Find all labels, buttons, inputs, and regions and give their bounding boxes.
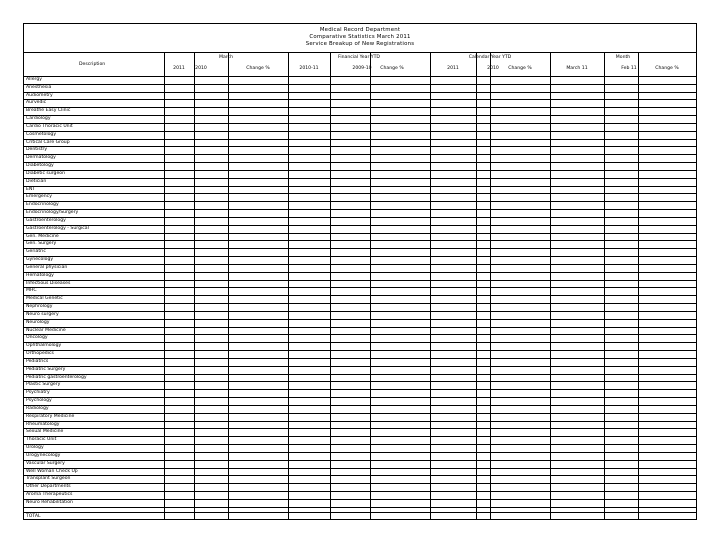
report-title: Medical Record Department	[319, 27, 401, 33]
subcolumn-header: Change %	[508, 66, 532, 71]
row-rule	[24, 303, 696, 304]
row-label: Neuro surgery	[26, 311, 59, 317]
row-label: Pediatric gastroenterology	[26, 374, 87, 380]
row-label: Gynecology	[26, 257, 54, 263]
subcolumn-header: Change %	[655, 66, 679, 71]
description-header: Description	[79, 62, 106, 67]
row-label: Transplant Surgeon	[26, 476, 71, 482]
row-rule	[24, 374, 696, 375]
row-label: Radiology	[26, 405, 49, 411]
row-rule	[24, 225, 696, 226]
row-label: Hematology	[26, 272, 54, 278]
row-rule	[24, 92, 696, 93]
row-label: Diabetology	[26, 163, 54, 169]
total-label: TOTAL	[26, 514, 41, 519]
row-label: Neurology	[26, 319, 50, 325]
subcolumn-header: 2010	[487, 66, 499, 71]
row-label: Dentistry	[26, 147, 48, 153]
row-rule	[24, 193, 696, 194]
row-rule	[24, 311, 696, 312]
row-rule	[24, 468, 696, 469]
row-rule	[24, 397, 696, 398]
row-rule	[24, 272, 696, 273]
row-label: Urogynecology	[26, 452, 61, 458]
row-rule	[24, 389, 696, 390]
row-label: Ophthalmology	[26, 343, 62, 349]
row-label: Urology	[26, 445, 44, 450]
row-label: Gen. Medicine	[26, 233, 59, 239]
row-label: Psychology	[26, 398, 52, 404]
row-rule	[24, 123, 696, 124]
row-label: Vascular Surgery	[26, 460, 65, 466]
row-label: Nuclear Medicine	[26, 327, 66, 333]
row-label: Audiometry	[26, 92, 53, 98]
row-label: Respiratory Medicine	[26, 413, 75, 419]
row-label: Endocrinology	[26, 202, 59, 208]
row-rule	[24, 295, 696, 296]
row-rule	[24, 366, 696, 367]
header-top-rule	[24, 52, 696, 53]
row-label: Medical Genetic	[26, 296, 63, 302]
row-label: Anesthesia	[26, 84, 52, 90]
column-group-header: Month	[615, 55, 631, 60]
row-label: Allergy	[26, 77, 42, 82]
total-top-rule	[24, 512, 696, 513]
header-bottom-rule	[24, 76, 696, 77]
row-rule	[24, 452, 696, 453]
row-rule	[24, 201, 696, 202]
row-rule	[24, 475, 696, 476]
row-label: Cardiology	[26, 116, 51, 122]
row-rule	[24, 413, 696, 414]
row-label: Nephrology	[26, 304, 53, 310]
row-label: Psychiatry	[26, 390, 50, 396]
row-label: Dermatology	[26, 155, 56, 161]
column-group-header: Calendar Year YTD	[468, 55, 512, 60]
row-label: MHC	[26, 288, 37, 294]
subcolumn-header: Feb 11	[621, 66, 637, 71]
report-title-block	[24, 24, 696, 52]
row-label: Diabetic surgeon	[26, 170, 66, 176]
row-rule	[24, 233, 696, 234]
row-label: Oncology	[26, 335, 48, 341]
row-rule	[24, 209, 696, 210]
report-subtitle: Comparative Statistics March 2011	[309, 34, 411, 40]
row-rule	[24, 436, 696, 437]
row-rule	[24, 99, 696, 100]
row-rule	[24, 319, 696, 320]
subcolumn-header: Change %	[246, 66, 270, 71]
row-rule	[24, 405, 696, 406]
row-label: Neuro Rehabilitation	[26, 499, 73, 505]
row-rule	[24, 381, 696, 382]
row-label: Infectious Diseases	[26, 280, 71, 286]
row-label: Dietician	[26, 178, 47, 184]
subcolumn-header: March 11	[566, 66, 588, 71]
row-label: Gastroenterology - Surgical	[26, 225, 89, 231]
row-rule	[24, 115, 696, 116]
row-label: Cardio Thoracic Unit	[26, 123, 73, 129]
subcolumn-header: 2011	[173, 66, 185, 71]
row-rule	[24, 507, 696, 508]
row-label: Geriatric	[26, 249, 46, 255]
row-rule	[24, 264, 696, 265]
row-label: Cosmetology	[26, 131, 57, 137]
row-rule	[24, 483, 696, 484]
row-rule	[24, 146, 696, 147]
row-rule	[24, 107, 696, 108]
row-rule	[24, 499, 696, 500]
row-rule	[24, 139, 696, 140]
row-label: Thoracic Unit	[26, 437, 57, 443]
row-label: Pediatric Surgery	[26, 366, 66, 372]
row-rule	[24, 131, 696, 132]
row-rule	[24, 162, 696, 163]
subcolumn-header: 2010-11	[299, 66, 319, 71]
row-label: General physician	[26, 264, 68, 270]
row-label: Plastic Surgery	[26, 382, 61, 388]
row-rule	[24, 154, 696, 155]
row-rule	[24, 327, 696, 328]
row-rule	[24, 186, 696, 187]
column-group-header: March	[218, 55, 233, 60]
row-label: ENT	[26, 186, 36, 192]
row-label: Well Woman Check Up	[26, 468, 78, 474]
row-rule	[24, 170, 696, 171]
row-label: Aroma Therapeutics	[26, 491, 73, 497]
row-label: Critical Care Group	[26, 139, 70, 145]
row-label: Endocrinology/Surgery	[26, 210, 79, 216]
subcolumn-header: Change %	[380, 66, 404, 71]
row-rule	[24, 428, 696, 429]
row-rule	[24, 460, 696, 461]
row-label: Aurvedic	[26, 100, 47, 106]
row-rule	[24, 280, 696, 281]
row-rule	[24, 350, 696, 351]
subcolumn-header: 2009-10	[352, 66, 372, 71]
row-label: Emergency	[26, 194, 52, 200]
report-section: Service Breakup of New Registrations	[305, 41, 415, 47]
row-rule	[24, 444, 696, 445]
row-rule	[24, 248, 696, 249]
row-label: Pediatrics	[26, 358, 49, 364]
row-rule	[24, 358, 696, 359]
row-rule	[24, 217, 696, 218]
subcolumn-header: 2010	[195, 66, 207, 71]
row-rule	[24, 84, 696, 85]
row-label: Gen. Surgery	[26, 241, 57, 247]
subcolumn-header: 2011	[447, 66, 459, 71]
row-rule	[24, 256, 696, 257]
column-group-header: Financial Year YTD	[338, 55, 380, 60]
row-rule	[24, 287, 696, 288]
row-rule	[24, 334, 696, 335]
row-label: Rheumatology	[26, 421, 60, 427]
row-rule	[24, 178, 696, 179]
row-label: Breathe Easy Clinic	[26, 108, 71, 114]
row-label: Orthopedics	[26, 351, 54, 357]
row-rule	[24, 240, 696, 241]
row-label: Sexual Medicine	[26, 429, 64, 435]
statistics-sheet	[23, 23, 697, 520]
row-rule	[24, 342, 696, 343]
row-rule	[24, 491, 696, 492]
row-label: Gastroenterology	[26, 217, 66, 223]
row-label: Other Departments	[26, 484, 71, 490]
row-rule	[24, 421, 696, 422]
